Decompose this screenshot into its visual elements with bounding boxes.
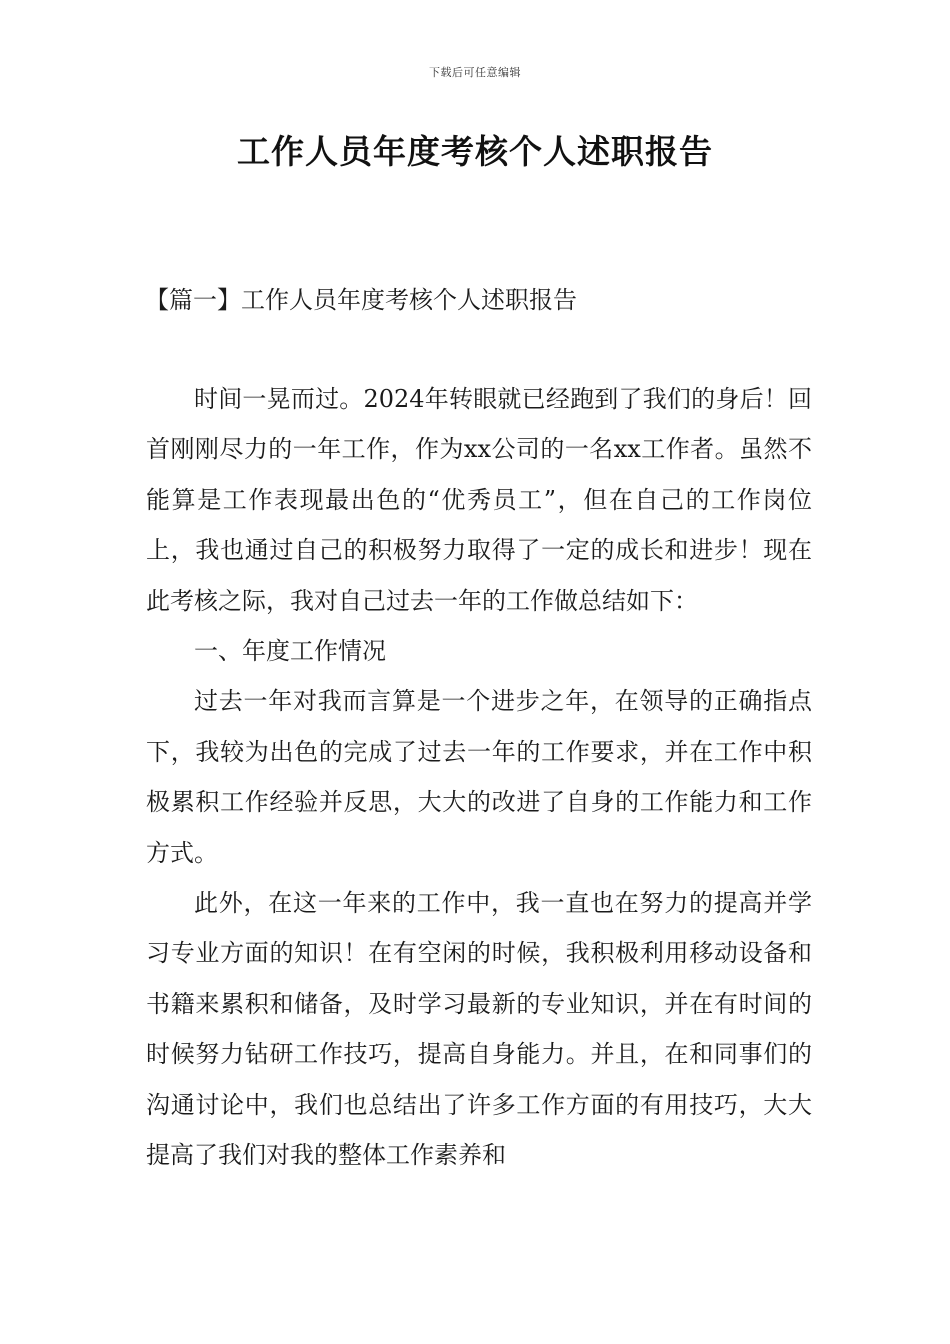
document-title: 工作人员年度考核个人述职报告 bbox=[237, 132, 713, 171]
section-heading: 【篇一】工作人员年度考核个人述职报告 bbox=[145, 286, 577, 314]
document-body bbox=[146, 374, 812, 1181]
paragraph-learning: 此外，在这一年来的工作中，我一直也在努力的提高并学习专业方面的知识！在有空闲的时候，我积极利用移动设备和书籍来累积和储备，及时学习最新的专业知识，并在有时间的时候努力钻研工作技巧，提高自身能力。并且，在和同事们的沟通讨论中，我们也总结出了许多工作方面的有用技巧，大大提高了我们对我的整体工作素养和 bbox=[146, 889, 812, 1170]
header-note: 下载后可任意编辑 bbox=[429, 66, 521, 79]
paragraph-work-summary: 过去一年对我而言算是一个进步之年，在领导的正确指点下，我较为出色的完成了过去一年的工作要求，并在工作中积极累积工作经验并反思，大大的改进了自身的工作能力和工作方式。 bbox=[146, 687, 812, 867]
paragraph-subheading: 一、年度工作情况 bbox=[194, 637, 386, 666]
paragraph-intro: 时间一晃而过。2024年转眼就已经跑到了我们的身后！回首刚刚尽力的一年工作，作为xx公司的一名xx工作者。虽然不能算是工作表现最出色的“优秀员工”，但在自己的工作岗位上，我也通过自己的积极努力取得了一定的成长和进步！现在此考核之际，我对自己过去一年的工作做总结如下： bbox=[146, 385, 812, 615]
